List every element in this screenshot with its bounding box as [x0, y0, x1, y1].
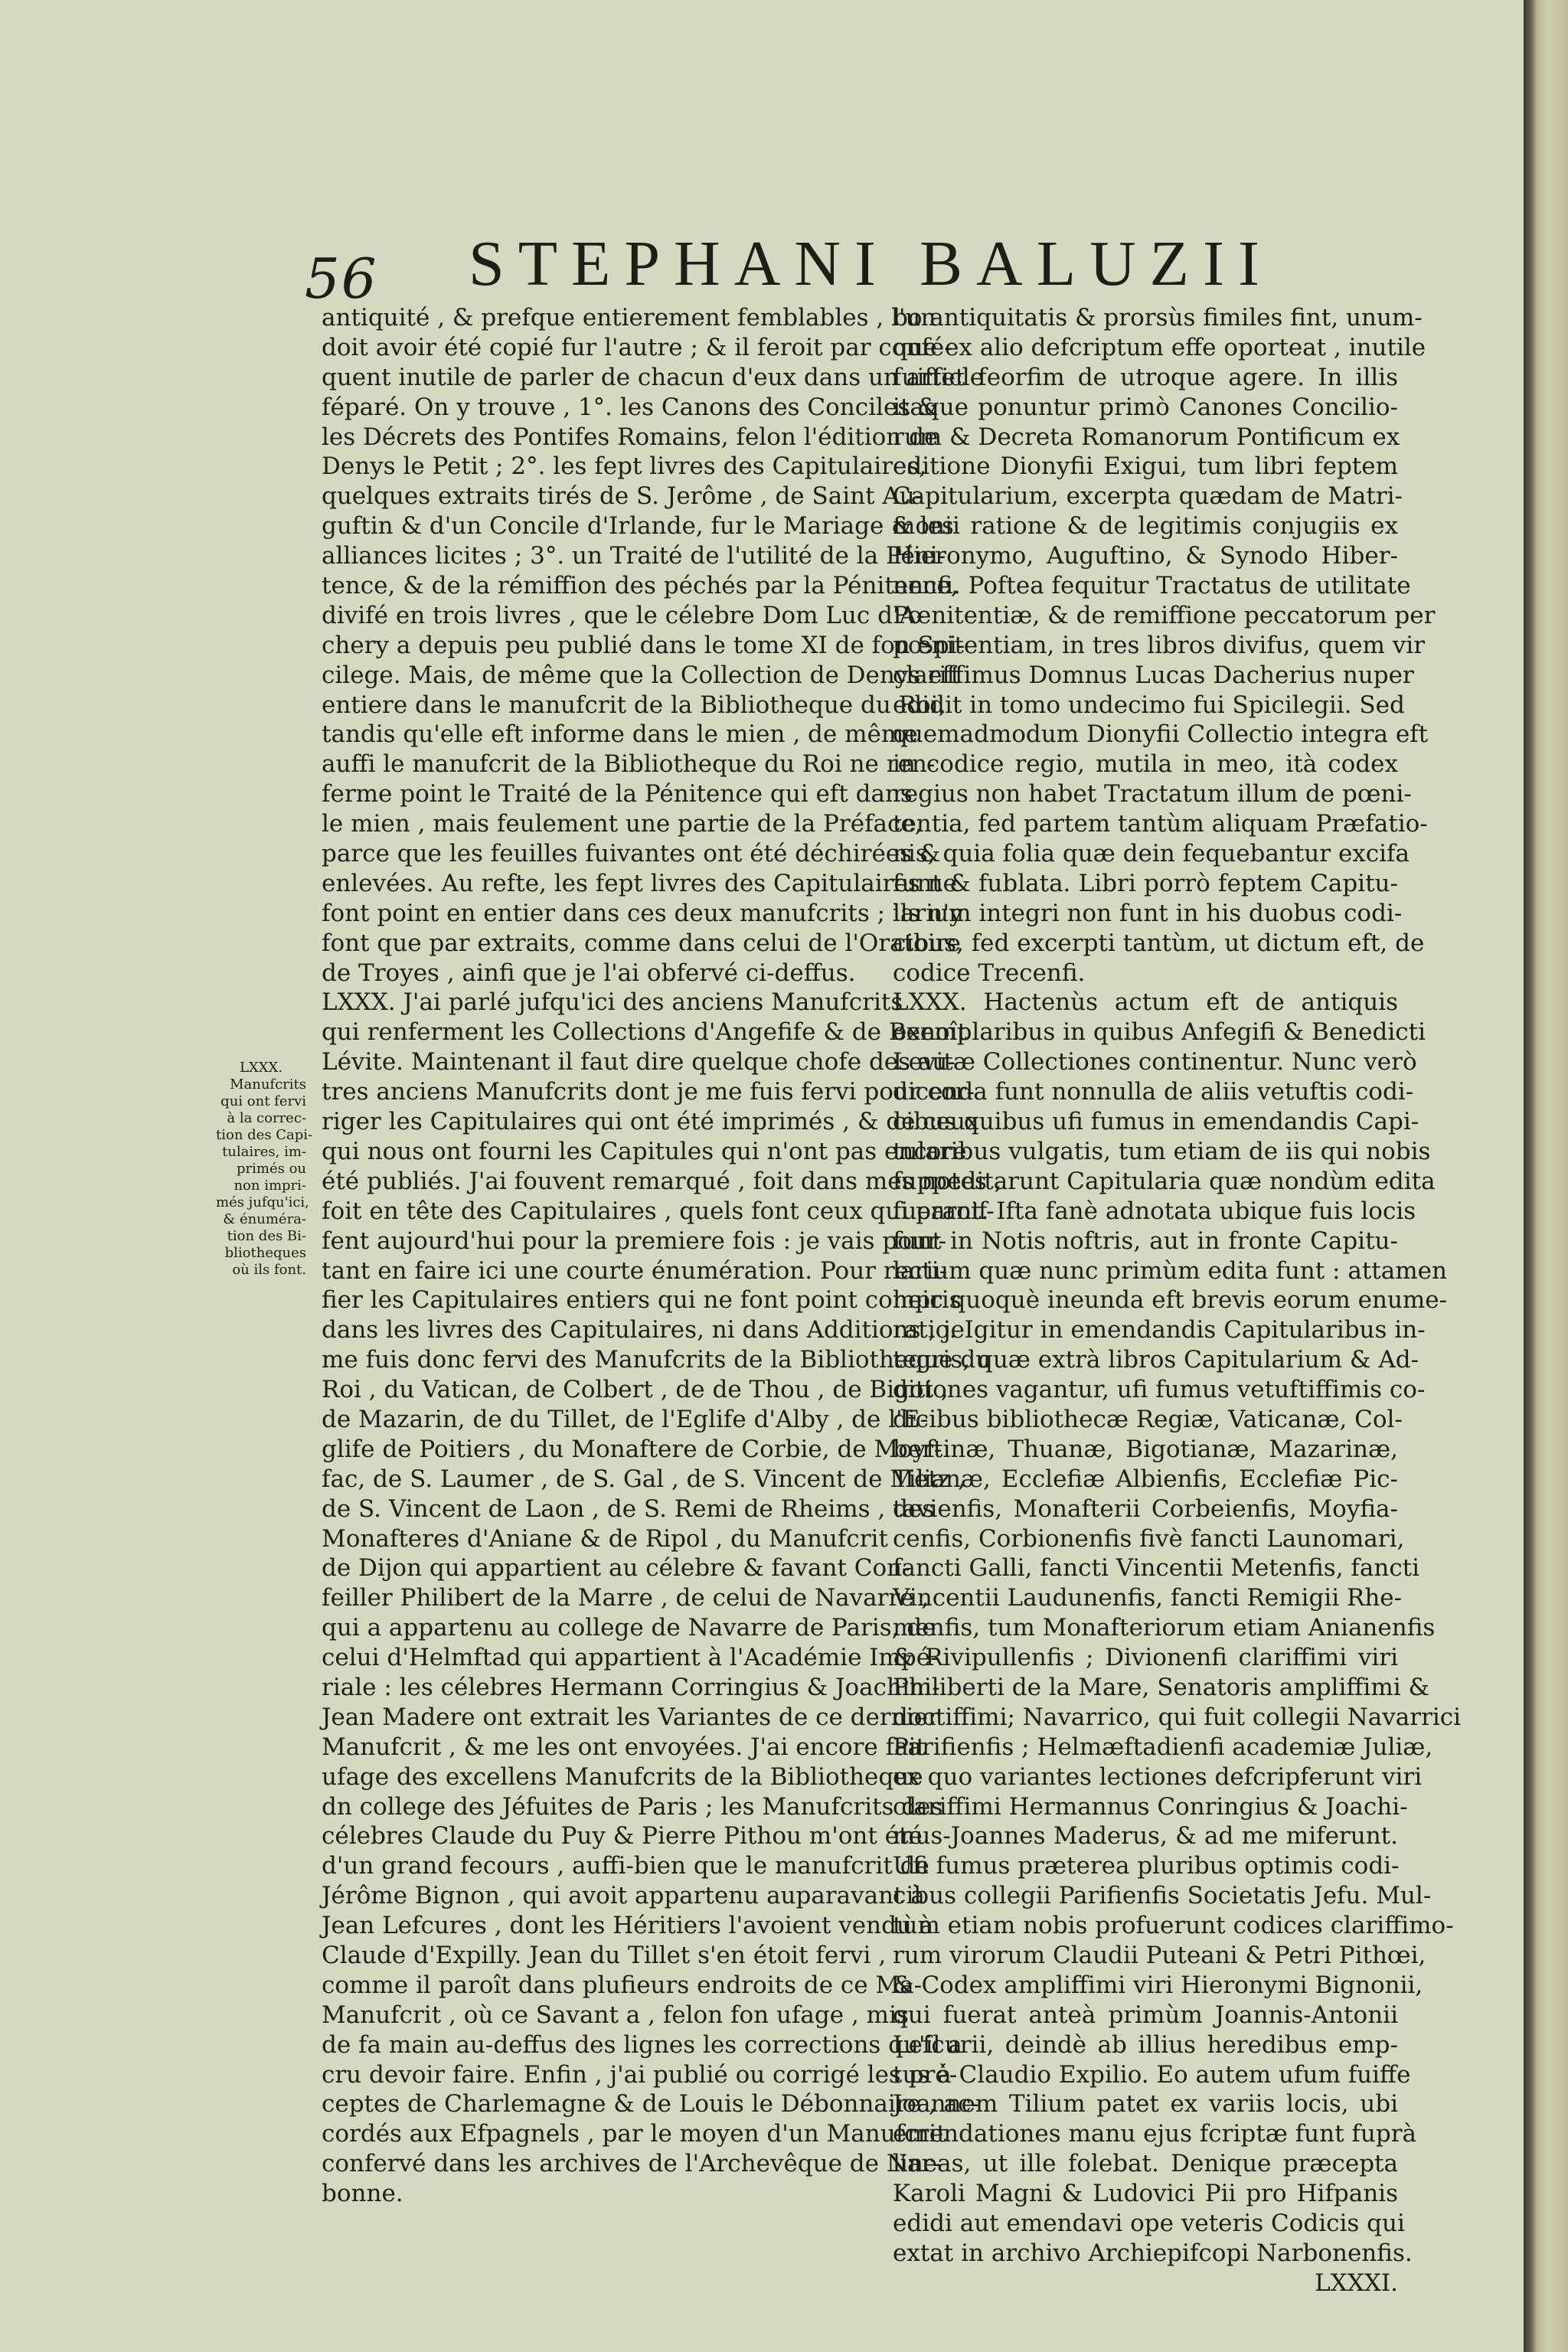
text-line: rum & Decreta Romanorum Pontificum ex	[893, 423, 1400, 451]
text-line: ceptes de Charlemagne & de Louis le Débonnaire , ac-	[322, 2090, 979, 2118]
text-line: Jean Madere ont extrait les Variantes de ce dernier	[322, 1703, 939, 1731]
text-line: Tilianæ, Ecclefiæ Albienfis, Ecclefiæ Pic-	[893, 1465, 1398, 1493]
text-line: Lefcurii, deindè ab illius heredibus emp-	[893, 2030, 1398, 2059]
text-line: edidi aut emendavi ope veteris Codicis qui	[893, 2210, 1405, 2237]
text-line: exemplaribus in quibus Anfegifi & Benedicti	[893, 1018, 1426, 1047]
text-line: dicibus bibliothecæ Regiæ, Vaticanæ, Col-	[893, 1405, 1403, 1433]
margin-note-line: tion des Capi-	[216, 1127, 313, 1143]
text-line: ufage des excellens Manufcrits de la Bibliotheque	[322, 1762, 923, 1791]
text-line: tus à Claudio Expilio. Eo autem ufum fuiffe	[893, 2060, 1411, 2089]
text-line: ex quo variantes lectiones defcripferunt viri	[893, 1762, 1423, 1791]
text-line: extat in archivo Archiepifcopi Narbonenfis.	[893, 2239, 1413, 2267]
text-line: Ufi fumus præterea pluribus optimis codi-	[893, 1852, 1400, 1880]
text-line: fuiffet feorfim de utroque agere. In illis	[893, 363, 1398, 391]
text-line: fent aujourd'hui pour la premiere fois : je vais pour-	[322, 1227, 947, 1255]
running-head: STEPHANI BALUZII	[469, 228, 1273, 299]
text-line: tularibus vulgatis, tum etiam de iis qui nobis	[893, 1137, 1431, 1165]
text-line: chery a depuis peu publié dans le tome XI de fon Spi-	[322, 631, 965, 659]
text-line: clariffimus Domnus Lucas Dacherius nuper	[893, 661, 1414, 689]
margin-note-line: à la correc-	[227, 1110, 306, 1126]
text-line: editione Dionyfii Exigui, tum libri feptem	[893, 452, 1398, 481]
text-line: tant en faire ici une courte énumération. Pour recti-	[322, 1256, 948, 1285]
text-line: célebres Claude du Puy & Pierre Pithou m'ont été	[322, 1822, 923, 1851]
text-line: comme il paroît dans plufieurs endroits de ce Ma-	[322, 1971, 923, 1999]
text-line: pœnitentiam, in tres libros divifus, quem vir	[893, 631, 1426, 659]
text-line: heic quoquè ineunda eft brevis eorum enume-	[893, 1286, 1448, 1315]
text-line: Philiberti de la Mare, Senatoris ampliffimi &	[893, 1673, 1430, 1701]
text-line: guftin & d'un Concile d'Irlande, fur le Mariage & les	[322, 512, 954, 541]
text-line: riger les Capitulaires qui ont été imprimés , & de ceux	[322, 1108, 979, 1136]
text-line: emendationes manu ejus fcriptæ funt fuprà	[893, 2120, 1416, 2148]
text-line: Vincentii Laudunenfis, fancti Remigii Rhe-	[893, 1584, 1403, 1612]
margin-note	[216, 1060, 313, 1305]
text-line: larium integri non funt in his duobus codi-	[893, 899, 1403, 927]
text-line: fac, de S. Laumer , de S. Gal , de S. Vincent de Metz ,	[322, 1465, 965, 1493]
text-line: larium quæ nunc primùm edita funt : attamen	[893, 1256, 1447, 1285]
text-line: quemadmodum Dionyfii Collectio integra eft	[893, 720, 1429, 749]
text-line: rum virorum Claudii Puteani & Petri Pithœi,	[893, 1941, 1426, 1969]
text-line: funt in Notis noftris, aut in fronte Capitu-	[893, 1227, 1398, 1255]
text-line: que ex alio defcriptum effe oporteat , inutile	[893, 333, 1426, 361]
text-line: dicenda funt nonnulla de aliis vetuftis codi-	[893, 1078, 1414, 1106]
text-line: cibus, fed excerpti tantùm, ut dictum eft, de	[893, 929, 1425, 957]
text-line: Karoli Magni & Ludovici Pii pro Hifpanis	[893, 2180, 1398, 2208]
margin-note-line: & énuméra-	[223, 1211, 306, 1227]
text-line: bertinæ, Thuanæ, Bigotianæ, Mazarinæ,	[893, 1435, 1398, 1463]
text-line: qui fuerat anteà primùm Joannis-Antonii	[893, 2001, 1398, 2029]
text-line: antiquité , & prefque entierement femblables , l'un	[322, 304, 936, 332]
text-line: le mien , mais feulement une partie de la Préface,	[322, 810, 923, 838]
text-line: tentia, fed partem tantùm aliquam Præfatio-	[893, 810, 1428, 838]
text-line: Capitularium, excerpta quædam de Matri-	[893, 482, 1403, 511]
text-line: nenfi. Poftea fequitur Tractatus de utilitate	[893, 572, 1411, 600]
text-line: itaque ponuntur primò Canones Concilio-	[893, 393, 1398, 421]
text-line: & Codex ampliffimi viri Hieronymi Bignonii,	[893, 1971, 1423, 1999]
text-line: de Dijon qui appartient au célebre & favant Con-	[322, 1554, 910, 1583]
text-line: confervé dans les archives de l'Archevêque de Nar-	[322, 2150, 941, 2178]
text-line: riale : les célebres Hermann Corringius & Joachim-	[322, 1673, 940, 1701]
text-line: Claude d'Expilly. Jean du Tillet s'en étoit fervi ,	[322, 1941, 887, 1969]
text-line: tùm etiam nobis profuerunt codices clariffimo-	[893, 1912, 1454, 1940]
text-line: Manufcrit , & me les ont envoyées. J'ai encore fait	[322, 1733, 926, 1761]
text-line: font que par extraits, comme dans celui de l'Oratoire	[322, 929, 961, 957]
text-line: LXXX. Hactenùs actum eft de antiquis	[893, 988, 1398, 1017]
text-line: ditiones vagantur, ufi fumus vetuftiffimis co-	[893, 1376, 1426, 1404]
text-line: d'un grand fecours , auffi-bien que le manufcrit de	[322, 1852, 929, 1880]
text-line: glife de Poitiers , du Monaftere de Corbie, de Moyf-	[322, 1435, 942, 1463]
text-line: tres anciens Manufcrits dont je me fuis fervi pour cor-	[322, 1078, 975, 1106]
text-line: féparé. On y trouve , 1°. les Canons des Conciles &	[322, 393, 939, 421]
text-line: Lévite. Maintenant il faut dire quelque chofe des au-	[322, 1048, 956, 1076]
text-line: monii ratione & de legitimis conjugiis ex	[893, 512, 1398, 541]
text-line: foit en tête des Capitulaires , quels font ceux qui paroif-	[322, 1197, 995, 1225]
text-line: menfis, tum Monafteriorum etiam Anianenfis	[893, 1614, 1436, 1642]
text-line: Denys le Petit ; 2°. les fept livres des Capitulaires,	[322, 452, 927, 481]
text-line: mus-Joannes Maderus, & ad me miferunt.	[893, 1822, 1398, 1851]
book-gutter	[1524, 0, 1568, 2352]
text-line: cibus quibus ufi fumus in emendandis Capi-	[893, 1108, 1419, 1136]
text-line: dn college des Jéfuites de Paris ; les Manufcrits des	[322, 1792, 943, 1821]
text-line: Roi , du Vatican, de Colbert , de de Thou , de Bigot ,	[322, 1376, 949, 1404]
text-line: entiere dans le manufcrit de la Bibliotheque du Roi,	[322, 691, 946, 719]
text-line: tegris, quæ extrà libros Capitularium & Ad-	[893, 1346, 1419, 1374]
text-line: Jean Lefcures , dont les Héritiers l'avoient vendu à	[322, 1912, 934, 1940]
text-line: quelques extraits tirés de S. Jerôme , de Saint Au-	[322, 482, 923, 511]
text-line: enlevées. Au refte, les fept livres des Capitulaires ne	[322, 869, 957, 897]
text-line: celui d'Helmftad qui appartient à l'Académie Impé-	[322, 1644, 939, 1672]
text-line: parce que les feuilles fuivantes ont été déchirées &	[322, 840, 941, 868]
text-line: de fa main au-deffus des lignes les corrections qu'il a	[322, 2030, 962, 2059]
text-line: auffi le manufcrit de la Bibliotheque du Roi ne ren-	[322, 750, 936, 779]
text-line: été publiés. J'ai fouvent remarqué , foit dans mes notes ,	[322, 1167, 1002, 1195]
page-header	[0, 216, 1524, 311]
text-line: regius non habet Tractatum illum de pœni-	[893, 780, 1412, 808]
text-line: tandis qu'elle eft informe dans le mien , de même	[322, 720, 918, 749]
text-line: fier les Capitulaires entiers qui ne font point compris	[322, 1286, 962, 1315]
text-line: Manufcrit , où ce Savant a , felon fon ufage , mis	[322, 2001, 909, 2029]
text-line: me fuis donc fervi des Manufcrits de la Bibliotheque du	[322, 1346, 991, 1374]
text-line: fuppeditarunt Capitularia quæ nondùm edita	[893, 1167, 1436, 1195]
text-line: LXXX. J'ai parlé jufqu'ici des anciens Manufcrits	[322, 988, 903, 1017]
text-line: in codice regio, mutila in meo, ità codex	[893, 750, 1398, 779]
text-line: feiller Philibert de la Marre , de celui de Navarre ,	[322, 1584, 929, 1612]
text-line: qui nous ont fourni les Capitules qui n'ont pas encore	[322, 1137, 967, 1165]
margin-note-line: més jufqu'ici,	[216, 1194, 309, 1210]
text-line: lineas, ut ille folebat. Denique præcepta	[893, 2150, 1398, 2178]
text-line: cordés aux Efpagnels , par le moyen d'un Manufcrit	[322, 2120, 946, 2148]
text-line: Jérôme Bignon , qui avoit appartenu auparavant à	[322, 1882, 925, 1910]
text-line: Levitæ Collectiones continentur. Nunc verò	[893, 1048, 1417, 1076]
margin-note-line: où ils font.	[232, 1262, 306, 1278]
text-line: Parifienfis ; Helmæftadienfi academiæ Juliæ,	[893, 1733, 1433, 1761]
text-line: quent inutile de parler de chacun d'eux dans un article	[322, 363, 985, 391]
text-line: de Troyes , ainfi que je l'ai obfervé ci-deffus.	[322, 959, 856, 987]
text-line: edidit in tomo undecimo fui Spicilegii. Sed	[893, 691, 1405, 719]
text-line: dans les livres des Capitulaires, ni dans Additions , je	[322, 1316, 965, 1344]
text-line: de S. Vincent de Laon , de S. Remi de Rheims , des	[322, 1494, 935, 1523]
text-line: qui a appartenu au college de Navarre de Paris, de	[322, 1614, 936, 1642]
text-line: cru devoir faire. Enfin , j'ai publié ou corrigé les pré-	[322, 2060, 958, 2089]
text-line: fuerant. Ifta fanè adnotata ubique fuis locis	[893, 1197, 1416, 1225]
text-line: doctiffimi; Navarrico, qui fuit collegii Navarrici	[893, 1703, 1462, 1731]
margin-note-line: primés ou	[237, 1161, 306, 1177]
text-line: divifé en trois livres , que le célebre Dom Luc d'A-	[322, 601, 925, 629]
text-line: tence, & de la rémiffion des péchés par la Pénitence,	[322, 572, 959, 600]
text-line: nis, quia folia quæ dein fequebantur excifa	[893, 840, 1410, 868]
margin-note-line: non impri-	[234, 1178, 306, 1194]
catchword: LXXXI.	[1315, 2269, 1398, 2297]
text-line: qui renferment les Collections d'Angefife & de Benoît	[322, 1018, 967, 1047]
margin-note-line: tion des Bi-	[227, 1228, 306, 1244]
text-line: cilege. Mais, de même que la Collection de Denys eft	[322, 661, 961, 689]
text-line: & Rivipullenfis ; Divionenfi clariffimi viri	[893, 1644, 1398, 1672]
text-line: funt & fublata. Libri porrò feptem Capitu-	[893, 869, 1398, 897]
text-line: de Mazarin, de du Tillet, de l'Eglife d'Alby , de l'E-	[322, 1405, 929, 1433]
text-line: clariffimi Hermannus Conringius & Joachi-	[893, 1792, 1408, 1821]
margin-note-line: LXXX.	[239, 1060, 283, 1076]
margin-note-line: qui ont fervi	[220, 1093, 306, 1109]
text-line: bo antiquitatis & prorsùs fimiles fint, unum-	[893, 304, 1423, 332]
text-line: alliances licites ; 3°. un Traité de l'utilité de la Péni-	[322, 542, 946, 570]
text-line: Hieronymo, Auguftino, & Synodo Hiber-	[893, 542, 1398, 570]
text-line: bonne.	[322, 2180, 403, 2208]
text-line: ferme point le Traité de la Pénitence qui eft dans	[322, 780, 913, 808]
text-line: doit avoir été copié fur l'autre ; & il feroit par confé-	[322, 333, 952, 361]
text-line: ratio. Igitur in emendandis Capitularibus in-	[893, 1316, 1426, 1344]
text-line: cenfis, Corbionenfis fivè fancti Launomari,	[893, 1524, 1405, 1553]
text-line: fancti Galli, fancti Vincentii Metenfis, fancti	[893, 1554, 1420, 1583]
page-number: 56	[305, 247, 378, 311]
text-line: font point en entier dans ces deux manufcrits ; ils n'y	[322, 899, 963, 927]
margin-note-line: bliotheques	[224, 1245, 306, 1261]
text-line: Pœnitentiæ, & de remiffione peccatorum per	[893, 601, 1436, 629]
text-line: Monafteres d'Aniane & de Ripol , du Manufcrit	[322, 1524, 888, 1553]
latin-text-column	[893, 303, 1462, 2297]
text-line: cibus collegii Parifienfis Societatis Jefu. Mul-	[893, 1882, 1432, 1910]
text-line: Joannem Tilium patet ex variis locis, ubi	[893, 2090, 1398, 2118]
text-line: les Décrets des Pontifes Romains, felon l'édition de	[322, 423, 939, 451]
margin-note-line: Manufcrits	[230, 1076, 306, 1093]
text-line: codice Trecenfi.	[893, 959, 1086, 987]
text-line: tavienfis, Monafterii Corbeienfis, Moyfia-	[893, 1494, 1398, 1523]
margin-note-line: tulaires, im-	[222, 1144, 306, 1160]
